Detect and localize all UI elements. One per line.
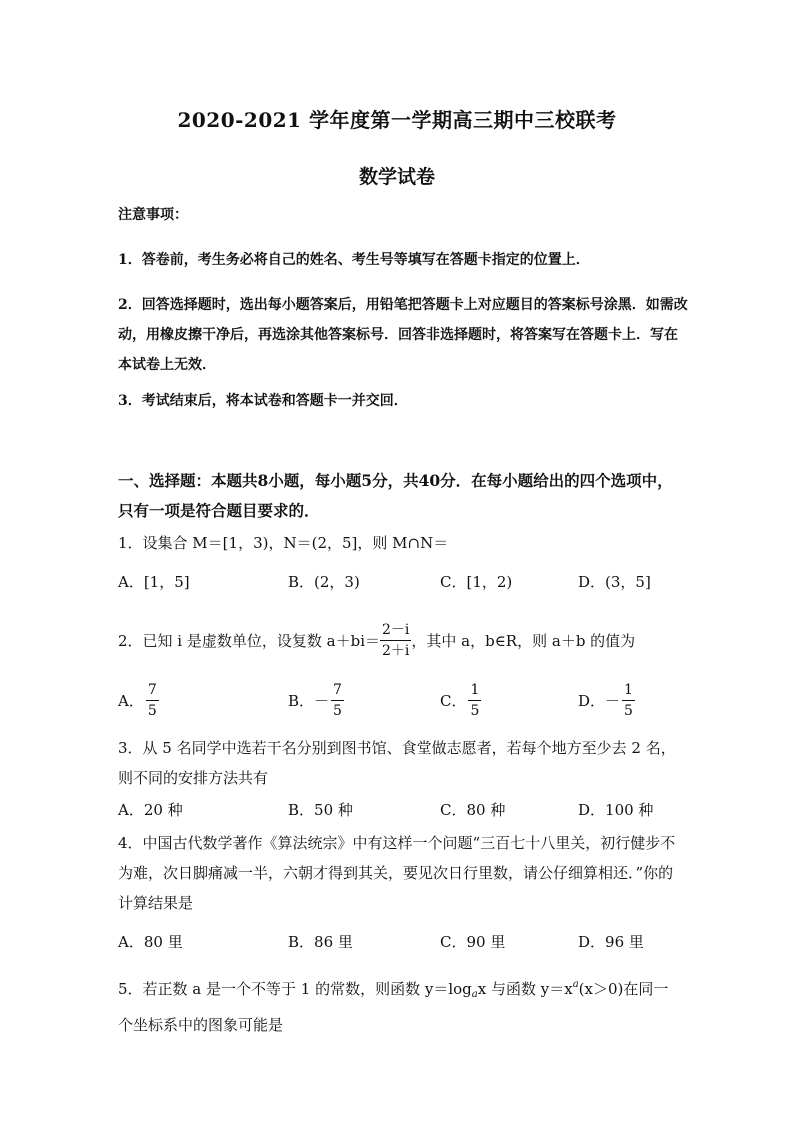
q2-frac-num: 2－i: [380, 620, 411, 641]
q5-stem-part-1: 5．若正数 a 是一个不等于 1 的常数，则函数 y＝log: [118, 980, 472, 998]
section-heading: 一、选择题：本题共8小题，每小题5分，共40分．在每小题给出的四个选项中，只有一项是符合题目要求的．: [118, 471, 673, 520]
q3-option-c: C．80 种: [440, 801, 506, 819]
question-1-stem: 1．设集合 M＝[1，3)，N＝(2，5]，则 M∩N＝: [118, 534, 449, 552]
q2-option-b-num: 7: [331, 680, 344, 701]
q1-option-d: D．(3，5]: [578, 573, 651, 591]
q2-option-b-label: B．: [288, 692, 315, 710]
q2-option-d-label: D．: [578, 692, 606, 710]
notice-item-3: 3．考试结束后，将本试卷和答题卡一并交回．: [118, 393, 408, 409]
q3-option-a: A．20 种: [118, 801, 183, 819]
q3-option-b: B．50 种: [288, 801, 353, 819]
exam-subtitle: 数学试卷: [358, 166, 435, 188]
q3-option-d: D．100 种: [578, 801, 654, 819]
notice-item-1: 1．答卷前，考生务必将自己的姓名、考生号等填写在答题卡指定的位置上．: [118, 252, 590, 268]
q2-option-d-num: 1: [622, 680, 635, 701]
q2-option-c-den: 5: [470, 703, 480, 719]
q2-option-d: [578, 680, 635, 721]
q2-frac-den: 2＋i: [382, 643, 410, 659]
question-5-stem: [118, 970, 683, 1040]
q5-exponent: a: [572, 979, 579, 990]
q4-option-d: D．96 里: [578, 933, 644, 951]
q5-stem-part-3: (x＞0)在同一个坐标系中的图象可能是: [118, 980, 669, 1034]
q5-stem-part-2: x 与函数 y＝x: [477, 980, 573, 998]
q2-option-a-den: 5: [147, 703, 157, 719]
q2-stem-end: ，其中 a，b∈R，则 a＋b 的值为: [411, 631, 636, 650]
q4-option-c: C．90 里: [440, 933, 506, 951]
q1-option-c: C．[1，2): [440, 573, 513, 591]
q2-option-b-sign: －: [314, 692, 330, 710]
question-2-stem: [118, 620, 635, 661]
q2-option-c-num: 1: [468, 680, 481, 701]
q5-log-base: a: [471, 989, 478, 1000]
q2-option-a: [118, 680, 159, 721]
q2-fraction: [380, 620, 411, 661]
exam-title: 2020-2021 学年度第一学期高三期中三校联考: [177, 108, 617, 132]
q2-option-d-sign: －: [605, 692, 621, 710]
question-3-stem: 3．从 5 名同学中选若干名分别到图书馆、食堂做志愿者，若每个地方至少去 2 名，则不同的安排方法共有: [118, 739, 676, 787]
question-4-stem: 4．中国古代数学著作《算法统宗》中有这样一个问题“三百七十八里关，初行健步不为难，次日脚痛减一半，六朝才得到其关，要见次日行里数，请公仔细算相还．”你的计算结果是: [118, 834, 676, 912]
notice-heading: 注意事项：: [118, 207, 188, 223]
q1-option-a: A．[1，5]: [118, 573, 190, 591]
q4-option-a: A．80 里: [118, 933, 183, 951]
q2-option-a-label: A．: [118, 692, 144, 710]
q2-option-c: [440, 680, 481, 721]
q2-option-c-fraction: [468, 680, 481, 721]
notice-item-2: 2．回答选择题时，选出每小题答案后，用铅笔把答题卡上对应题目的答案标号涂黑．如需改动，用橡皮擦干净后，再选涂其他答案标号．回答非选择题时，将答案写在答题卡上．写在本试卷上无效．: [118, 297, 688, 373]
q2-option-b-den: 5: [333, 703, 342, 719]
q2-option-a-fraction: [146, 680, 159, 721]
q2-option-d-den: 5: [624, 703, 633, 719]
q2-option-a-num: 7: [146, 680, 159, 701]
q2-option-c-label: C．: [440, 692, 467, 710]
q2-option-d-fraction: [622, 680, 635, 721]
q2-option-b: [288, 680, 344, 721]
q4-option-b: B．86 里: [288, 933, 353, 951]
q2-stem-start: 2．已知 i 是虚数单位，设复数 a＋bi＝: [118, 631, 380, 650]
q1-option-b: B．(2，3): [288, 573, 360, 591]
q2-option-b-fraction: [331, 680, 344, 721]
